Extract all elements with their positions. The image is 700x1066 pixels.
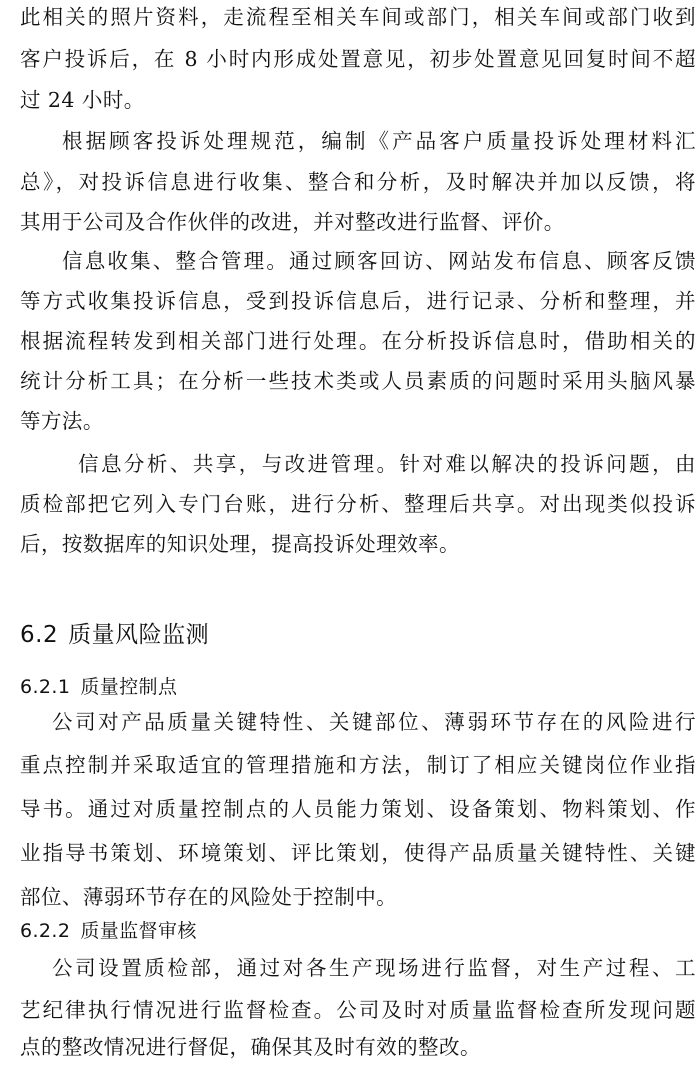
- subsection-heading-1: [20, 673, 177, 701]
- paragraph-1-line-2: 客户投诉后，在 8 小时内形成处置意见，初步处置意见回复时间不超: [20, 47, 696, 71]
- paragraph-1-line-3: 过 24 小时。: [20, 88, 145, 112]
- subsection-2-line-2: 艺纪律执行情况进行监督检查。公司及时对质量监督检查所发现问题: [20, 998, 696, 1022]
- paragraph-3-line-3: 根据流程转发到相关部门进行处理。在分析投诉信息时，借助相关的: [20, 329, 696, 353]
- paragraph-3-line-4: 统计分析工具；在分析一些技术类或人员素质的问题时采用头脑风暴: [20, 369, 696, 393]
- subsection-heading-2: [20, 917, 197, 945]
- paragraph-3-line-2: 等方式收集投诉信息，受到投诉信息后，进行记录、分析和整理，并: [20, 289, 696, 313]
- subsection-2-title: 质量监督审核: [80, 920, 197, 942]
- subsection-1-line-4: 业指导书策划、环境策划、评比策划，使得产品质量关键特性、关键: [20, 841, 696, 865]
- subsection-2-line-1: 公司设置质检部，通过对各生产现场进行监督，对生产过程、工: [52, 956, 696, 980]
- paragraph-4-line-1: 信息分析、共享，与改进管理。针对难以解决的投诉问题，由: [78, 452, 696, 476]
- subsection-1-line-5: 部位、薄弱环节存在的风险处于控制中。: [20, 885, 398, 909]
- paragraph-3-line-5: 等方法。: [20, 409, 104, 433]
- subsection-1-title: 质量控制点: [80, 676, 178, 698]
- paragraph-2-line-2: 总》，对投诉信息进行收集、整合和分析，及时解决并加以反馈，将: [20, 170, 696, 194]
- paragraph-1-line-1: 此相关的照片资料，走流程至相关车间或部门，相关车间或部门收到: [20, 5, 696, 29]
- subsection-1-line-2: 重点控制并采取适宜的管理措施和方法，制订了相应关键岗位作业指: [20, 753, 696, 777]
- paragraph-2-line-1: 根据顾客投诉处理规范，编制《产品客户质量投诉处理材料汇: [62, 129, 696, 153]
- paragraph-4-line-3: 后，按数据库的知识处理，提高投诉处理效率。: [20, 532, 460, 556]
- paragraph-4-line-2: 质检部把它列入专门台账，进行分析、整理后共享。对出现类似投诉: [20, 492, 696, 516]
- subsection-1-number: 6.2.1: [20, 676, 71, 698]
- section-number: 6.2: [20, 622, 59, 648]
- paragraph-2-line-3: 其用于公司及合作伙伴的改进，并对整改进行监督、评价。: [20, 210, 565, 234]
- subsection-2-number: 6.2.2: [20, 920, 71, 942]
- subsection-1-line-3: 导书。通过对质量控制点的人员能力策划、设备策划、物料策划、作: [20, 797, 696, 821]
- section-heading: [20, 619, 209, 651]
- subsection-2-line-3: 点的整改情况进行督促，确保其及时有效的整改。: [20, 1035, 481, 1059]
- paragraph-3-line-1: 信息收集、整合管理。通过顾客回访、网站发布信息、顾客反馈: [62, 249, 696, 273]
- section-title: 质量风险监测: [68, 622, 210, 648]
- subsection-1-line-1: 公司对产品质量关键特性、关键部位、薄弱环节存在的风险进行: [52, 710, 696, 734]
